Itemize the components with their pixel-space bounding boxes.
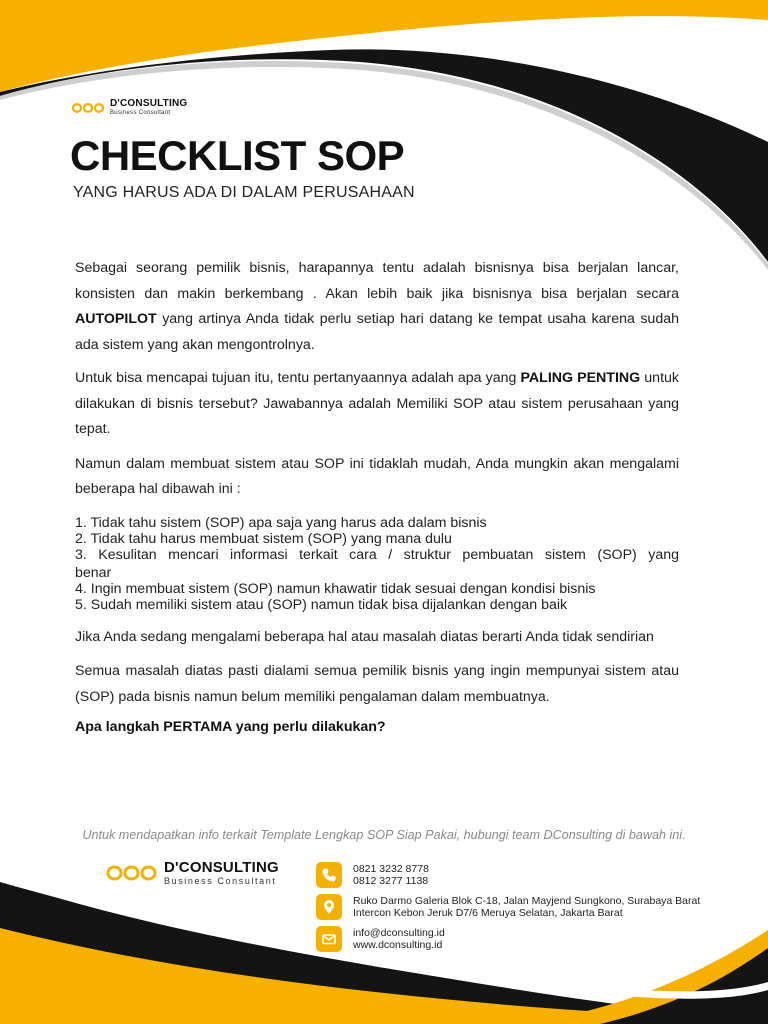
paragraph-all-owners: Semua masalah diatas pasti dialami semua pemilik bisnis yang ingin mempunyai sistem atau (SOP) pada bisnis namun belum memiliki pengalaman dalam membuatnya.	[75, 663, 679, 705]
contact-address	[316, 894, 700, 920]
paragraph-not-alone: Jika Anda sedang mengalami beberapa hal atau masalah diatas berarti Anda tidak sendirian	[75, 628, 654, 645]
contact-email-web	[316, 926, 445, 952]
location-pin-icon	[316, 894, 342, 920]
list-item: 1. Tidak tahu sistem (SOP) apa saja yang harus ada dalam bisnis	[75, 514, 487, 531]
list-item: 3. Kesulitan mencari informasi terkait cara / struktur pembuatan sistem (SOP) yang benar	[75, 546, 679, 581]
phone-icon	[316, 862, 342, 888]
closing-question: Apa langkah PERTAMA yang perlu dilakukan?	[75, 719, 386, 735]
email-link[interactable]: info@dconsulting.id	[353, 927, 445, 939]
phone-number[interactable]: 0821 3232 8778	[353, 863, 429, 875]
brand-mark-icon	[70, 101, 106, 115]
mail-icon	[316, 926, 342, 952]
emphasis-paling-penting: PALING PENTING	[520, 370, 641, 386]
page-subtitle: YANG HARUS ADA DI DALAM PERUSAHAAN	[73, 184, 415, 201]
list-item: 5. Sudah memiliki sistem atau (SOP) namun tidak bisa dijalankan dengan baik	[75, 596, 568, 613]
brand-logo-top	[70, 99, 187, 116]
list-item: 4. Ingin membuat sistem (SOP) namun khawatir tidak sesuai dengan kondisi bisnis	[75, 580, 596, 597]
paragraph-problems-intro: Namun dalam membuat sistem atau SOP ini tidaklah mudah, Anda mungkin akan mengalami beberapa hal dibawah ini :	[75, 455, 679, 497]
body-content	[75, 256, 679, 738]
address-line: Intercon Kebon Jeruk D7/6 Meruya Selatan, Jakarta Barat	[353, 907, 623, 919]
contact-phone	[316, 862, 429, 888]
brand-name: D'CONSULTING	[164, 859, 279, 876]
paragraph-goal: Untuk bisa mencapai tujuan itu, tentu pertanyaannya adalah apa yang PALING PENTING untuk dilakukan di bisnis tersebut? Jawabannya adalah Memiliki SOP atau sistem perusahaan yang tepat.	[75, 370, 679, 437]
emphasis-autopilot: AUTOPILOT	[75, 311, 157, 327]
page-title: CHECKLIST SOP	[70, 132, 405, 179]
top-yellow-wave	[0, 0, 768, 92]
footer-note: Untuk mendapatkan info terkait Template Lengkap SOP Siap Pakai, hubungi team DConsulting di bawah ini.	[82, 828, 686, 842]
brand-name: D'CONSULTING	[110, 98, 188, 109]
phone-number[interactable]: 0812 3277 1138	[353, 875, 429, 887]
website-link[interactable]: www.dconsulting.id	[353, 939, 443, 951]
brand-tagline: Business Consultant	[164, 876, 277, 886]
paragraph-intro: Sebagai seorang pemilik bisnis, harapannya tentu adalah bisnisnya bisa berjalan lancar, konsisten dan makin berkembang . Akan lebih baik jika bisnisnya bisa berjalan secara AUTOPILOT yang artinya Anda tidak perlu setiap hari datang ke tempat usaha karena sudah ada sistem yang akan mengontrolnya.	[75, 260, 679, 353]
brand-logo-bottom	[104, 860, 279, 886]
address-line: Ruko Darmo Galeria Blok C-18, Jalan Mayjend Sungkono, Surabaya Barat	[353, 895, 701, 907]
problem-list	[75, 515, 679, 613]
list-item: 2. Tidak tahu harus membuat sistem (SOP) yang mana dulu	[75, 530, 452, 547]
brand-tagline: Business Consultant	[110, 110, 171, 116]
brand-mark-icon	[104, 862, 160, 884]
